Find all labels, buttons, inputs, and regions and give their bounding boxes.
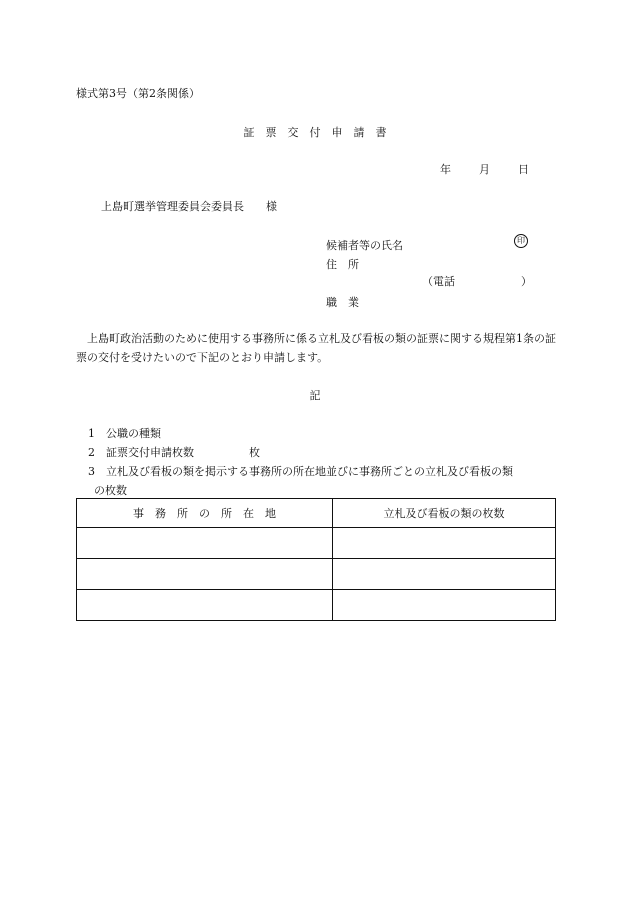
applicant-name-label: 候補者等の氏名 — [326, 239, 403, 252]
office-table — [76, 498, 556, 621]
request-body-text: 上島町政治活動のために使用する事務所に係る立札及び看板の類の証票に関する規程第1条の証票の交付を受けたいので下記のとおり申請します。 — [76, 332, 556, 364]
table-row — [77, 590, 556, 621]
table-cell[interactable] — [77, 590, 333, 621]
table-cell[interactable] — [333, 528, 556, 559]
addressee: 上島町選挙管理委員会委員長 様 — [101, 200, 277, 213]
table-header-row — [77, 499, 556, 528]
header-office-location: 事 務 所 の 所 在 地 — [77, 499, 333, 528]
table-row — [77, 559, 556, 590]
list-item: 2 証票交付申請枚数 枚 — [88, 446, 260, 459]
item-list — [88, 424, 513, 500]
list-item: 3 立札及び看板の類を掲示する事務所の所在地並びに事務所ごとの立札及び看板の類 — [88, 465, 513, 478]
seal-mark: 印 — [514, 234, 528, 248]
list-item: 1 公職の種類 — [88, 427, 161, 440]
table-row — [77, 528, 556, 559]
date-year: 年 — [440, 163, 451, 176]
header-sign-count: 立札及び看板の類の枚数 — [333, 499, 556, 528]
date-month: 月 — [479, 163, 490, 176]
applicant-block — [326, 236, 403, 312]
applicant-phone-label: （電話 ） — [422, 275, 532, 288]
date-line — [440, 161, 529, 177]
table-cell[interactable] — [333, 559, 556, 590]
page-title: 証 票 交 付 申 請 書 — [243, 126, 387, 139]
applicant-address-label: 住 所 — [326, 258, 359, 271]
table-cell[interactable] — [77, 559, 333, 590]
table-cell[interactable] — [77, 528, 333, 559]
table-cell[interactable] — [333, 590, 556, 621]
form-number: 様式第3号（第2条関係） — [76, 87, 200, 100]
applicant-occupation-label: 職 業 — [326, 296, 359, 309]
date-day: 日 — [518, 163, 529, 176]
ki-heading: 記 — [309, 389, 321, 402]
list-item: の枚数 — [94, 484, 127, 497]
